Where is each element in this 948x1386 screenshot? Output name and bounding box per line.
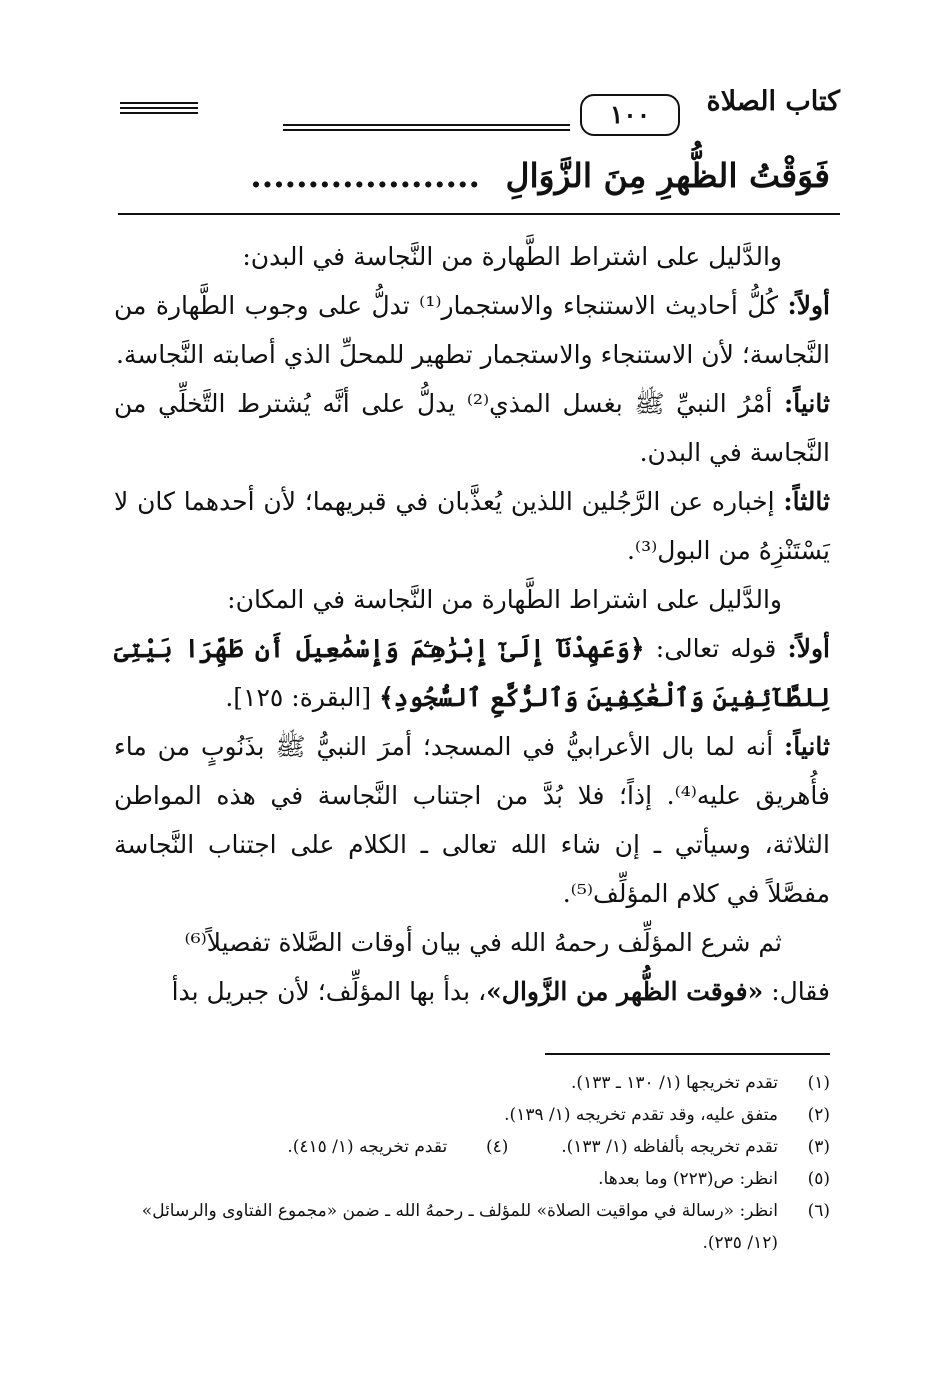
footnote-number: (٣)	[807, 1137, 830, 1157]
paragraph	[114, 281, 830, 379]
footnote	[118, 1163, 830, 1195]
rule-line	[120, 112, 198, 114]
paragraph-text: فقال:	[771, 977, 830, 1006]
footnote-text: انظر: ص(٢٢٣) وما بعدها.	[598, 1169, 778, 1189]
heading-dots: ....................	[250, 156, 480, 195]
paragraph-text: أمْرُ النبيِّ ﷺ بغسل المذي⁽²⁾ يدلُّ على أنَّه يُشترط التَّخلِّي من النَّجاسة في البدن.	[114, 389, 830, 467]
lead-word: أولاً:	[787, 291, 830, 320]
paragraph-text: إخباره عن الرَّجُلين اللذين يُعذَّبان في قبريهما؛ لأن أحدهما كان لا يَسْتَنْزِهُ من البول⁽³⁾.	[114, 487, 830, 565]
paragraph	[114, 379, 830, 477]
heading-divider	[118, 213, 840, 215]
footnote-text: انظر: «رسالة في مواقيت الصلاة» للمؤلف ـ رحمهُ الله ـ ضمن «مجموع الفتاوى والرسائل» (١٢/ ٢٣٥).	[141, 1201, 778, 1253]
rule-line	[120, 107, 198, 109]
paragraph: والدَّليل على اشتراط الطَّهارة من النَّجاسة في المكان:	[227, 585, 782, 614]
running-header	[118, 78, 840, 136]
quoted-text: «فوقت الظُّهر من الزَّوال»	[486, 977, 764, 1006]
page-number-wrap	[580, 86, 680, 130]
rule-line	[120, 102, 198, 104]
page-number: ١٠٠	[580, 94, 680, 136]
paragraph: والدَّليل على اشتراط الطَّهارة من النَّجاسة في البدن:	[242, 242, 782, 271]
book-title: كتاب الصلاة	[706, 86, 840, 117]
quran-verse: ﴿وَعَهِدْنَآ إِلَىٰٓ إِبْرَٰهِـۧمَ وَإِسْمَٰعِيلَ أَن طَهِّرَا بَيْتِىَ لِلطَّآئِفِينَ وَٱلْعَٰكِفِينَ وَٱلرُّكَّعِ ٱلسُّجُودِ﴾	[114, 634, 830, 712]
lead-word: أولاً:	[787, 634, 831, 663]
footnote-text	[118, 1131, 778, 1163]
lead-word: ثانياً:	[784, 732, 830, 761]
paragraph	[114, 722, 830, 918]
footnote	[118, 1195, 830, 1259]
lead-word: ثانياً:	[784, 389, 830, 418]
paragraph-text: ، بدأ بها المؤلِّف؛ لأن جبريل بدأ	[171, 977, 487, 1006]
header-rule-left	[120, 102, 198, 117]
body-text	[114, 232, 830, 1016]
footnote-number: (١)	[807, 1073, 830, 1093]
footnotes	[118, 1067, 830, 1259]
footnote-text: تقدم تخريجها (١/ ١٣٠ ـ ١٣٣).	[571, 1073, 778, 1093]
footnote-number: (٥)	[807, 1169, 830, 1189]
footnote-text-b: تقدم تخريجه (١/ ٤١٥).	[287, 1137, 448, 1157]
paragraph	[114, 477, 830, 575]
paragraph-text: قوله تعالى:	[655, 634, 777, 663]
footnote	[118, 1099, 830, 1131]
paragraph	[114, 967, 830, 1016]
footnote	[118, 1131, 830, 1163]
paragraph-text: أنه لما بال الأعرابيُّ في المسجد؛ أمرَ النبيُّ ﷺ بذَنُوبٍ من ماء فأُهريق عليه⁽⁴⁾. إذاً؛ فلا بُدَّ من اجتناب النَّجاسة في هذه المواطن الثلاثة، وسيأتي ـ إن شاء الله تعالى ـ الكلام على اجتناب النَّجاسة مفصَّلاً في كلام المؤلِّف⁽⁵⁾.	[114, 732, 830, 908]
paragraph-text: كُلُّ أحاديث الاستنجاء والاستجمار⁽¹⁾ تدلُّ على وجوب الطَّهارة من النَّجاسة؛ لأن الاستنجاء والاستجمار تطهير للمحلِّ الذي أصابته النَّجاسة.	[114, 291, 830, 369]
footnote-number: (٢)	[807, 1105, 830, 1125]
rule-line	[283, 124, 570, 126]
paragraph	[114, 624, 830, 722]
lead-word: ثالثاً:	[783, 487, 830, 516]
footnote-number: (٦)	[807, 1201, 830, 1221]
paragraph: ثم شرع المؤلِّف رحمهُ الله في بيان أوقات الصَّلاة تفصيلاً⁽⁶⁾	[184, 928, 782, 957]
footnote-text-a: تقدم تخريجه بألفاظه (١/ ١٣٣).	[561, 1137, 778, 1157]
footnote-text: متفق عليه، وقد تقدم تخريجه (١/ ١٣٩).	[504, 1105, 778, 1125]
footnote-number: (٤)	[485, 1137, 509, 1157]
section-heading	[118, 156, 830, 195]
section-title: فَوَقْتُ الظُّهرِ مِنَ الزَّوَالِ	[505, 156, 830, 195]
footnote	[118, 1067, 830, 1099]
verse-reference: [البقرة: ١٢٥].	[225, 683, 372, 712]
rule-line	[283, 129, 570, 131]
header-rule-right	[283, 124, 570, 134]
footnote-divider	[545, 1053, 830, 1055]
